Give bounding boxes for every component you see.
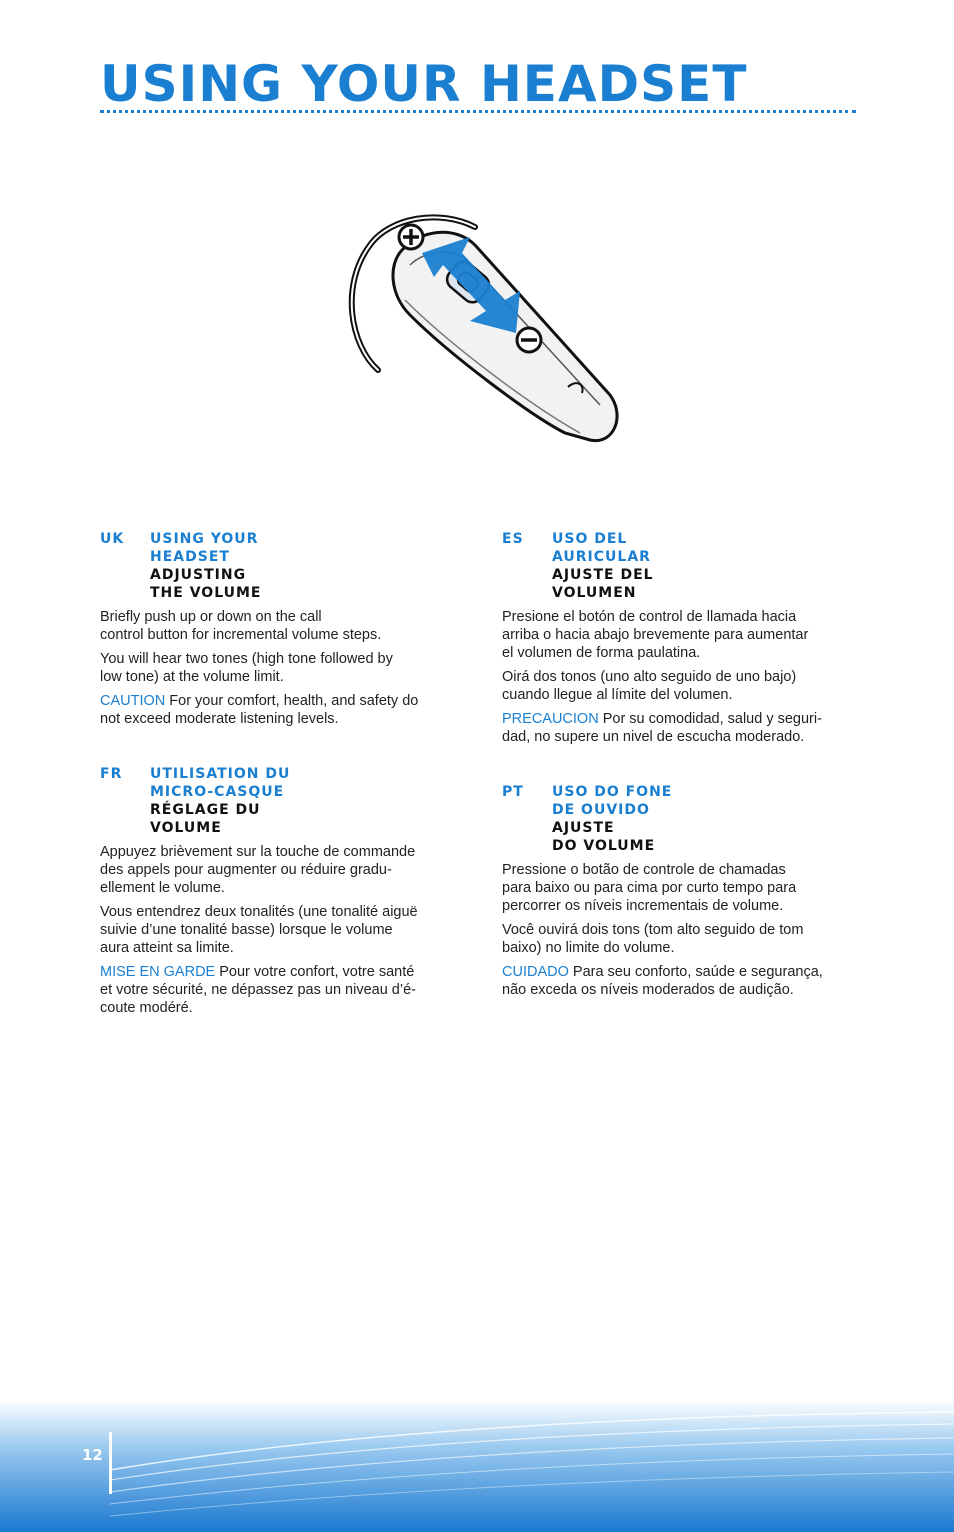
paragraph: Vous entendrez deux tonalités (une tonalité aiguë suivie d’une tonalité basse) lorsque le volume aura atteint sa limite. <box>100 904 418 956</box>
caution-label: CUIDADO <box>502 964 569 980</box>
language-code: PT <box>502 784 524 800</box>
caution-paragraph <box>100 692 455 728</box>
section-subtitle-line: VOLUME <box>150 820 222 836</box>
section-title-line: AURICULAR <box>552 549 651 565</box>
language-code: ES <box>502 531 524 547</box>
paragraph: Pressione o botão de controle de chamadas para baixo ou para cima por curto tempo para percorrer os níveis incrementais de volume. <box>502 862 797 914</box>
caution-paragraph <box>502 710 857 746</box>
page-number: 12 <box>82 1446 103 1464</box>
caution-text: For your comfort, health, and safety do not exceed moderate listening levels. <box>100 693 419 727</box>
section-fr <box>100 765 455 1023</box>
section-subtitle-line: ADJUSTING <box>150 567 247 583</box>
section-title-line: HEADSET <box>150 549 230 565</box>
headset-illustration <box>330 205 630 460</box>
section-title-line: MICRO-CASQUE <box>150 784 285 800</box>
caution-label: PRECAUCION <box>502 711 599 727</box>
page-title: USING YOUR HEADSET <box>100 55 748 113</box>
language-code: UK <box>100 531 125 547</box>
section-uk <box>100 530 455 734</box>
caution-paragraph <box>502 963 857 999</box>
caution-label: MISE EN GARDE <box>100 964 216 980</box>
caution-text: Pour votre confort, votre santé et votre sécurité, ne dépassez pas un niveau d’é- coute modéré. <box>100 964 416 1016</box>
section-title-line: UTILISATION DU <box>150 766 291 782</box>
section-subtitle-line: DO VOLUME <box>552 838 656 854</box>
section-subtitle-line: RÉGLAGE DU <box>150 802 261 818</box>
section-subtitle-line: AJUSTE DEL <box>552 567 654 583</box>
paragraph: Briefly push up or down on the call control button for incremental volume steps. <box>100 609 382 643</box>
paragraph: You will hear two tones (high tone followed by low tone) at the volume limit. <box>100 651 393 685</box>
section-title-line: DE OUVIDO <box>552 802 650 818</box>
section-pt <box>502 783 857 1005</box>
paragraph: Appuyez brièvement sur la touche de commande des appels pour augmenter ou réduire gradu- ellement le volume. <box>100 844 416 896</box>
caution-paragraph <box>100 963 455 1017</box>
paragraph: Presione el botón de control de llamada hacia arriba o hacia abajo brevemente para aumentar el volumen de forma paulatina. <box>502 609 809 661</box>
caution-label: CAUTION <box>100 693 166 709</box>
section-es <box>502 530 857 752</box>
page-number-divider <box>109 1432 112 1494</box>
caution-text: Para seu conforto, saúde e segurança, não exceda os níveis moderados de audição. <box>502 964 823 998</box>
section-title-line: USO DEL <box>552 531 628 547</box>
section-heading <box>502 783 857 855</box>
section-heading <box>502 530 857 602</box>
title-divider <box>100 110 856 113</box>
caution-text: Por su comodidad, salud y seguri- dad, no supere un nivel de escucha moderado. <box>502 711 822 745</box>
language-code: FR <box>100 766 123 782</box>
paragraph: Você ouvirá dois tons (tom alto seguido de tom baixo) no limite do volume. <box>502 922 804 956</box>
section-subtitle-line: VOLUMEN <box>552 585 637 601</box>
section-subtitle-line: THE VOLUME <box>150 585 262 601</box>
paragraph: Oirá dos tonos (uno alto seguido de uno bajo) cuando llegue al límite del volumen. <box>502 669 797 703</box>
section-subtitle-line: AJUSTE <box>552 820 615 836</box>
section-title-line: USING YOUR <box>150 531 259 547</box>
section-heading <box>100 530 455 602</box>
footer-wave <box>0 1400 954 1532</box>
section-title-line: USO DO FONE <box>552 784 673 800</box>
section-heading <box>100 765 455 837</box>
